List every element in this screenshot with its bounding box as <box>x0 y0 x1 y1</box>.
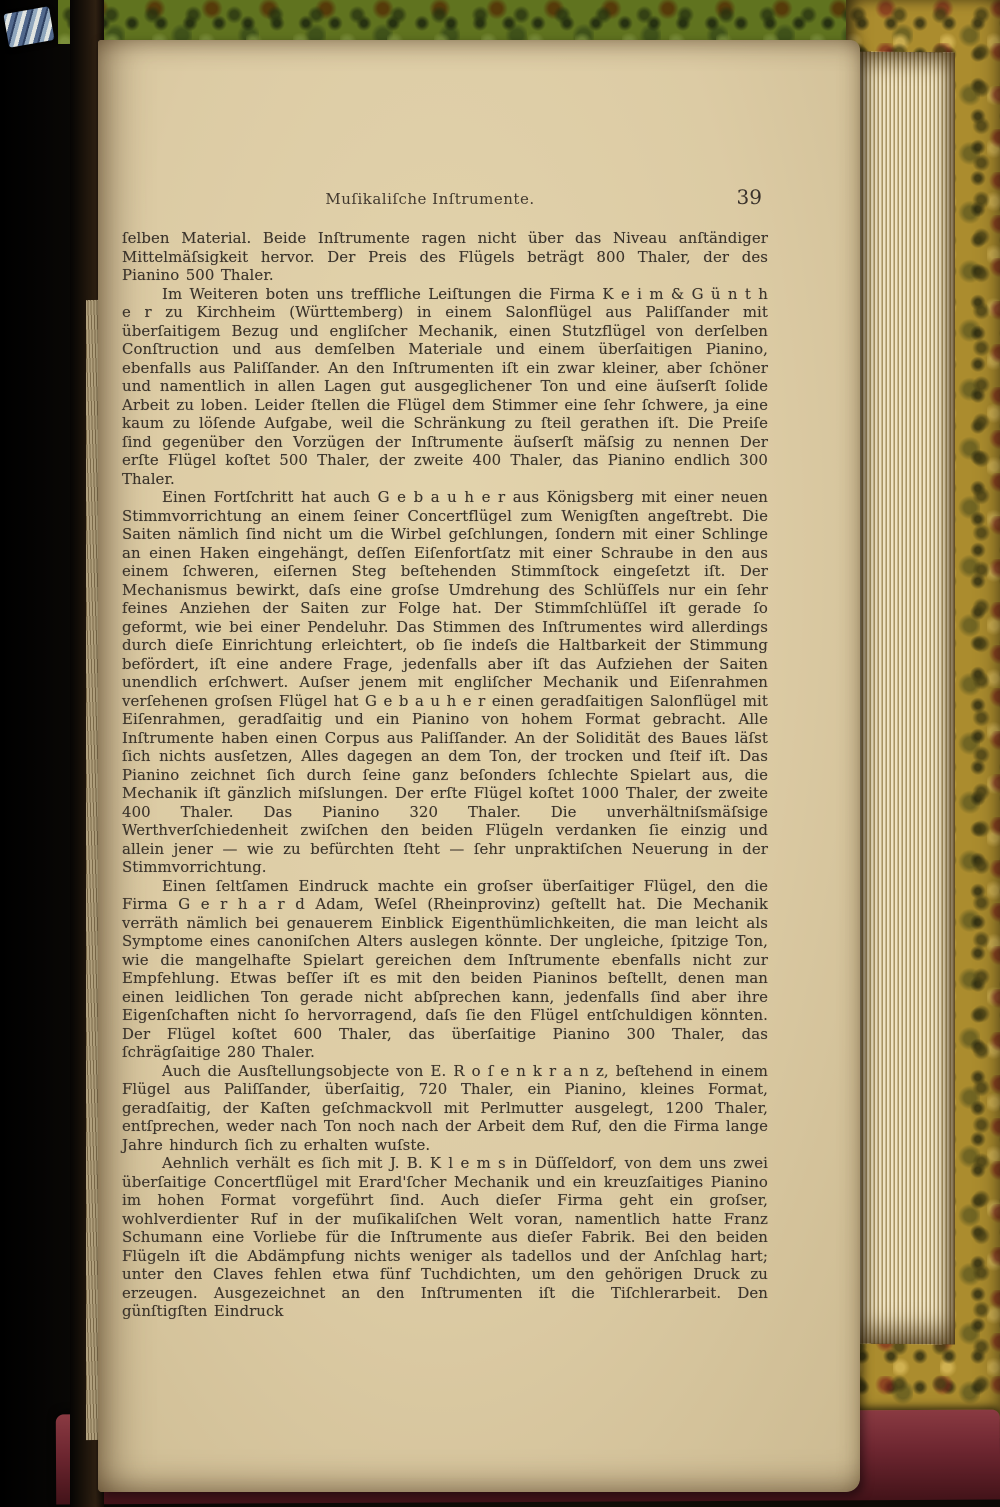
paragraph-5: Auch die Ausſtellungsobjecte von E. R o ſ e n k r a n z, beſtehend in einem Flügel aus Paliſſander, überſaitig, 720 Thaler, ein Pianino, kleines Format, geradſaitig, der Kaſten geſchmackvoll mit Perlmutter ausgelegt, 1200 Thaler, entſprechen, weder nach Ton noch nach der Arbeit dem Ruf, den die Firma lange Jahre hindurch ſich zu erhalten wuſste. <box>122 1061 768 1154</box>
book-page <box>98 40 860 1492</box>
page-text <box>122 229 768 1321</box>
paragraph-3: Einen Fortſchritt hat auch G e b a u h e r aus Königsberg mit einer neuen Stimmvorrichtung an einem ſeiner Concertflügel zum Wenigſten angeſtrebt. Die Saiten nämlich ſind nicht um die Wirbel geſchlungen, ſondern mit einer Schlinge an einen Haken eingehängt, deſſen Eiſenfortſatz mit einer Schraube in den aus einem ſchweren, eiſernen Steg beſtehenden Stimmſtock eingeſetzt iſt. Der Mechanismus bewirkt, daſs eine groſse Umdrehung des Schlüſſels nur ein ſehr feines Anziehen der Saiten zur Folge hat. Der Stimmſchlüſſel iſt gerade ſo geformt, wie bei einer Pendeluhr. Das Stimmen des Inſtrumentes wird allerdings durch dieſe Einrichtung erleichtert, ob ſie indeſs die Haltbarkeit der Stimmung befördert, iſt eine andere Frage, jedenfalls aber iſt das Aufziehen der Saiten unendlich erſchwert. Auſser jenem mit engliſcher Mechanik und Eiſenrahmen verſehenen groſsen Flügel hat G e b a u h e r einen geradſaitigen Salonflügel mit Eiſenrahmen, geradſaitig und ein Pianino von hohem Format gebracht. Alle Inſtrumente haben einen Corpus aus Paliſſander. An der Solidität des Baues läſst ſich nichts ausſetzen, Alles dagegen an dem Ton, der trocken und ſteif iſt. Das Pianino zeichnet ſich durch ſeine ganz beſonders ſchlechte Spielart aus, die Mechanik iſt gänzlich miſslungen. Der erſte Flügel koſtet 1000 Thaler, der zweite 400 Thaler. Das Pianino 320 Thaler. Die unverhältniſsmäſsige Werthverſchiedenheit zwiſchen den beiden Flügeln verdanken ſie einzig und allein jener — wie zu befürchten ſteht — ſehr unpraktiſchen Neuerung in der Stimmvorrichtung. <box>122 488 768 876</box>
page-header <box>122 185 768 216</box>
paragraph-2: Im Weiteren boten uns treffliche Leiſtungen die Firma K e i m & G ü n t h e r zu Kirchheim (Württemberg) in einem Salonflügel aus Paliſſander mit überſaitigem Bezug und engliſcher Mechanik, einen Stutzflügel von derſelben Conſtruction und aus demſelben Materiale und einem überſaitigen Pianino, ebenfalls aus Paliſſander. An den Inſtrumenten iſt ein zwar kleiner, aber ſchöner und namentlich in allen Lagen gut ausgeglichener Ton und eine äuſserſt ſolide Arbeit zu loben. Leider ſtellen die Flügel dem Stimmer eine ſehr ſchwere, ja eine kaum zu löſende Aufgabe, weil die Schränkung zu ſteil gerathen iſt. Die Preiſe ſind gegenüber den Vorzügen der Inſtrumente äuſserſt mäſsig zu nennen Der erſte Flügel koſtet 500 Thaler, der zweite 400 Thaler, das Pianino endlich 300 Thaler. <box>122 284 768 488</box>
running-title: Muſikaliſche Inſtrumente. <box>325 190 535 208</box>
page-number: 39 <box>736 185 762 209</box>
page-content <box>122 185 768 1321</box>
page-block-fore-edge <box>858 52 955 1345</box>
headband-stitching <box>3 6 54 47</box>
paragraph-6: Aehnlich verhält es ſich mit J. B. K l e m s in Düſſeldorf, von dem uns zwei überſaitige Concertflügel mit Erard'ſcher Mechanik und ein kreuzſaitiges Pianino im hohen Format vorgeführt ſind. Auch dieſer Firma geht ein groſser, wohlverdienter Ruf in der muſikaliſchen Welt voran, namentlich hatte Franz Schumann eine Vorliebe für die Inſtrumente aus dieſer Fabrik. Bei den beiden Flügeln iſt die Abdämpfung nichts weniger als tadellos und der Anſchlag hart; unter den Claves fehlen etwa fünf Tuchdichten, um den gehörigen Druck zu erzeugen. Ausgezeichnet an den Inſtrumenten iſt die Tiſchlerarbeit. Den günſtigſten Eindruck <box>122 1154 768 1320</box>
paragraph-4: Einen ſeltſamen Eindruck machte ein groſser überſaitiger Flügel, den die Firma G e r h a r d Adam, Weſel (Rheinprovinz) geſtellt hat. Die Mechanik verräth nämlich bei genauerem Einblick Eigenthümlichkeiten, die man leicht als Symptome eines canoniſchen Alters auslegen könnte. Der ungleiche, ſpitzige Ton, wie die mangelhafte Spielart gereichen dem Inſtrumente ebenfalls nicht zur Empfehlung. Etwas beſſer iſt es mit den beiden Pianinos beſtellt, denen man einen leidlichen Ton gerade nicht abſprechen kann, jedenfalls ſind aber ihre Eigenſchaften nicht ſo hervorragend, daſs ſie den Flügel entſchuldigen könnten. Der Flügel koſtet 600 Thaler, das überſaitige Pianino 300 Thaler, das ſchrägſaitige 280 Thaler. <box>122 876 768 1061</box>
paragraph-1: ſelben Material. Beide Inſtrumente ragen nicht über das Niveau anſtändiger Mittelmäſsigkeit hervor. Der Preis des Flügels beträgt 800 Thaler, der des Pianino 500 Thaler. <box>122 229 768 284</box>
marbled-cover-top <box>58 0 858 44</box>
